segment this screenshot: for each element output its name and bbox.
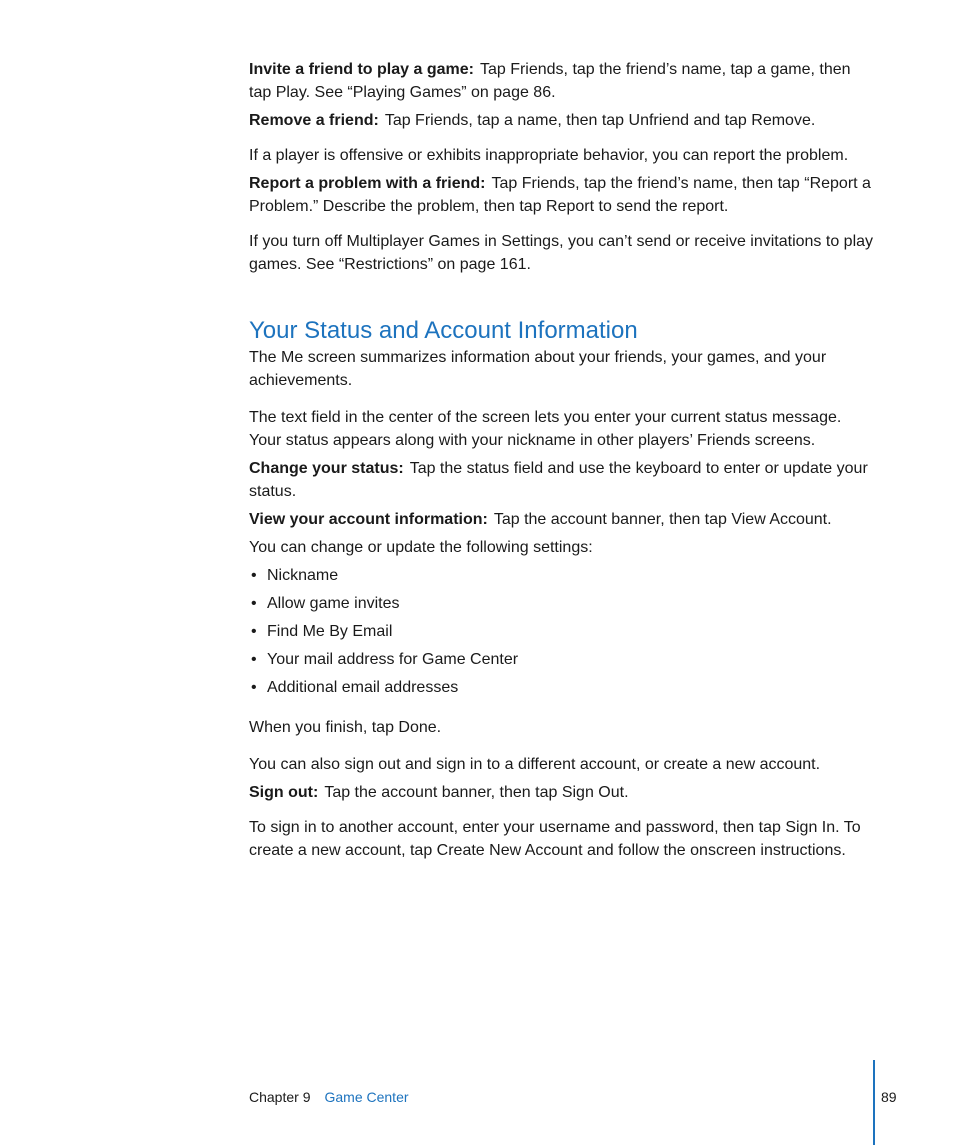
list-item [249,592,874,615]
bullet: • [251,595,257,612]
task-change-status [249,457,874,503]
list-item-text: Allow game invites [267,595,400,612]
task-text: Tap the account banner, then tap View Account. [493,511,832,528]
paragraph-multiplayer: If you turn off Multiplayer Games in Settings, you can’t send or receive invitations to play games. See “Restrictions” on page 161. [249,233,874,273]
paragraph-sign-in: To sign in to another account, enter your username and password, then tap Sign In. To create a new account, tap Create New Account and follow the onscreen instructions. [249,819,861,859]
bullet: • [251,679,257,696]
task-text: Tap the status field and use the keyboard to enter or update your status. [249,460,868,500]
bullet: • [251,623,257,640]
task-text: Tap Friends, tap the friend’s name, tap a game, then tap Play. See “Playing Games” on page 86. [249,61,851,101]
paragraph-report-intro: If a player is offensive or exhibits inappropriate behavior, you can report the problem. [249,147,849,164]
task-invite-friend [249,58,874,104]
page-body [249,58,874,862]
task-text: Tap Friends, tap a name, then tap Unfriend and tap Remove. [384,112,816,129]
paragraph-text-field: The text field in the center of the screen lets you enter your current status message. Your status appears along with your nickname in other players’ Friends screens. [249,409,842,449]
task-report-problem [249,172,874,218]
chapter-label: Chapter 9 [249,1089,311,1105]
task-label: View your account information: [249,511,488,528]
list-item-text: Additional email addresses [267,679,459,696]
list-item [249,620,874,643]
list-item-text: Find Me By Email [267,623,393,640]
page-footer [249,1087,409,1107]
list-item [249,648,874,671]
paragraph-settings-intro: You can change or update the following settings: [249,539,593,556]
paragraph-me-screen: The Me screen summarizes information about your friends, your games, and your achievements. [249,349,827,389]
footer-divider [873,1060,875,1145]
settings-list [249,564,874,699]
task-label: Change your status: [249,460,404,477]
page-number: 89 [881,1089,897,1105]
list-item-text: Your mail address for Game Center [267,651,519,668]
task-label: Sign out: [249,784,319,801]
chapter-name: Game Center [324,1089,409,1105]
task-label: Invite a friend to play a game: [249,61,474,78]
bullet: • [251,651,257,668]
bullet: • [251,567,257,584]
list-item-text: Nickname [267,567,339,584]
task-sign-out [249,781,874,804]
task-text: Tap the account banner, then tap Sign Out. [324,784,629,801]
list-item [249,676,874,699]
task-remove-friend [249,109,874,132]
list-item [249,564,874,587]
task-text: Tap Friends, tap the friend’s name, then tap “Report a Problem.” Describe the problem, then tap Report to send the report. [249,175,871,215]
paragraph-finish: When you finish, tap Done. [249,719,442,736]
section-heading: Your Status and Account Information [249,317,638,344]
paragraph-sign-out-intro: You can also sign out and sign in to a different account, or create a new account. [249,756,821,773]
task-label: Report a problem with a friend: [249,175,486,192]
task-label: Remove a friend: [249,112,379,129]
task-view-account [249,508,874,531]
